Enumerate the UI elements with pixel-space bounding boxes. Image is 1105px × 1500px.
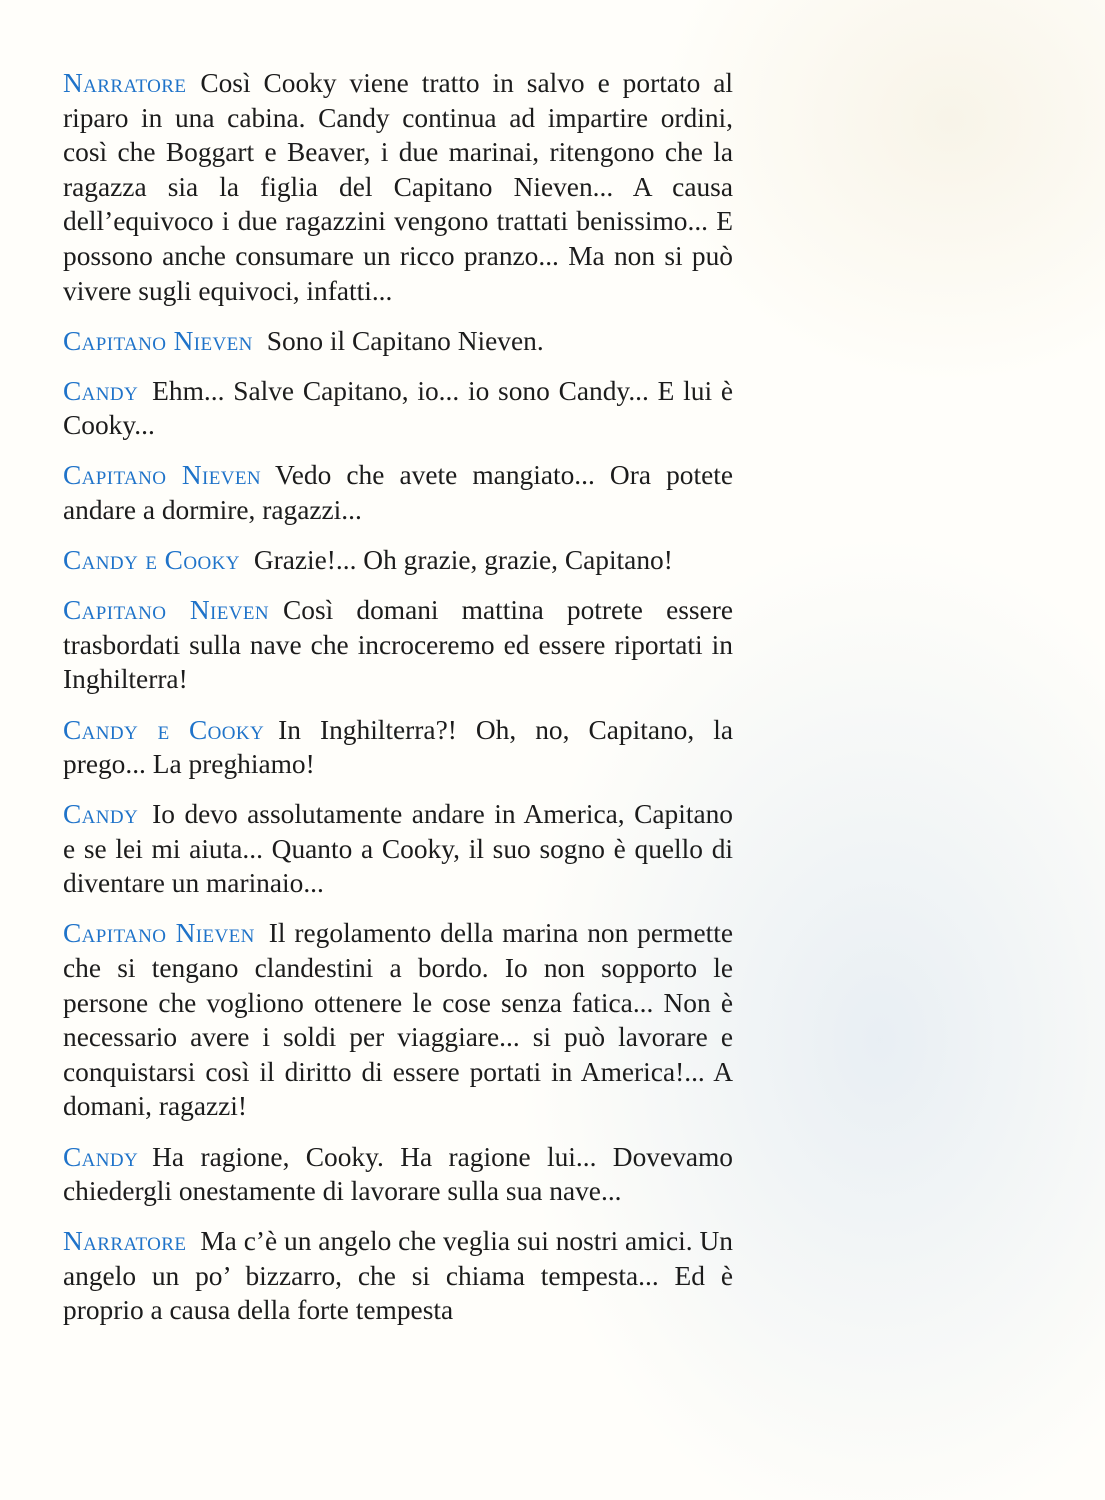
dialogue-block — [63, 1224, 733, 1328]
dialogue-line: Il regolamento della marina non permette che si tengano clandestini a bordo. Io non sopporto le persone che vogliono ottenere le cose senza fatica... Non è necessario avere i soldi per viaggiare... si può lavorare e conquistarsi così il diritto di essere portati in America!... A domani, ragazzi! — [63, 918, 733, 1122]
speaker-label: Capitano Nieven — [63, 595, 270, 626]
dialogue-block — [63, 593, 733, 697]
script-text — [63, 66, 733, 1344]
dialogue-block — [63, 713, 733, 782]
dialogue-block — [63, 1140, 733, 1209]
speaker-label: Capitano Nieven — [63, 325, 253, 356]
dialogue-block — [63, 916, 733, 1124]
dialogue-line: In Inghilterra?! Oh, no, Capitano, la prego... La preghiamo! — [63, 714, 733, 780]
dialogue-block — [63, 374, 733, 443]
dialogue-block — [63, 66, 733, 308]
dialogue-line: Io devo assolutamente andare in America, Capitano e se lei mi aiuta... Quanto a Cooky, il suo sogno è quello di diventare un marinaio... — [63, 799, 733, 899]
dialogue-block — [63, 458, 733, 527]
speaker-label: Candy — [63, 375, 139, 406]
dialogue-line: Sono il Capitano Nieven. — [266, 325, 544, 356]
speaker-label: Candy — [63, 1141, 139, 1172]
speaker-label: Capitano Nieven — [63, 460, 261, 491]
speaker-label: Candy e Cooky — [63, 545, 240, 576]
dialogue-line: Ha ragione, Cooky. Ha ragione lui... Dovevamo chiedergli onestamente di lavorare sulla sua nave... — [63, 1141, 733, 1207]
dialogue-line: Così domani mattina potrete essere trasbordati sulla nave che incroceremo ed essere riportati in Inghilterra! — [63, 595, 733, 695]
dialogue-block — [63, 543, 733, 578]
speaker-label: Candy e Cooky — [63, 714, 265, 745]
dialogue-line: Così Cooky viene tratto in salvo e portato al riparo in una cabina. Candy continua ad impartire ordini, così che Boggart e Beaver, i due marinai, ritengono che la ragazza sia la figlia del Capitano Nieven... A causa dell’equivoco i due ragazzini vengono trattati benissimo... E possono anche consumare un ricco pranzo... Ma non si può vivere sugli equivoci, infatti... — [63, 68, 733, 306]
dialogue-line: Ma c’è un angelo che veglia sui nostri amici. Un angelo un po’ bizzarro, che si chiama tempesta... Ed è proprio a causa della forte tempesta — [63, 1226, 733, 1326]
dialogue-line: Grazie!... Oh grazie, grazie, Capitano! — [253, 545, 673, 576]
dialogue-line: Ehm... Salve Capitano, io... io sono Candy... E lui è Cooky... — [63, 375, 733, 441]
speaker-label: Narratore — [63, 68, 187, 98]
speaker-label: Capitano Nieven — [63, 918, 255, 949]
speaker-label: Narratore — [63, 1226, 187, 1257]
speaker-label: Candy — [63, 799, 139, 830]
dialogue-line: Vedo che avete mangiato... Ora potete andare a dormire, ragazzi... — [63, 460, 733, 526]
dialogue-block — [63, 324, 733, 359]
dialogue-block — [63, 797, 733, 901]
